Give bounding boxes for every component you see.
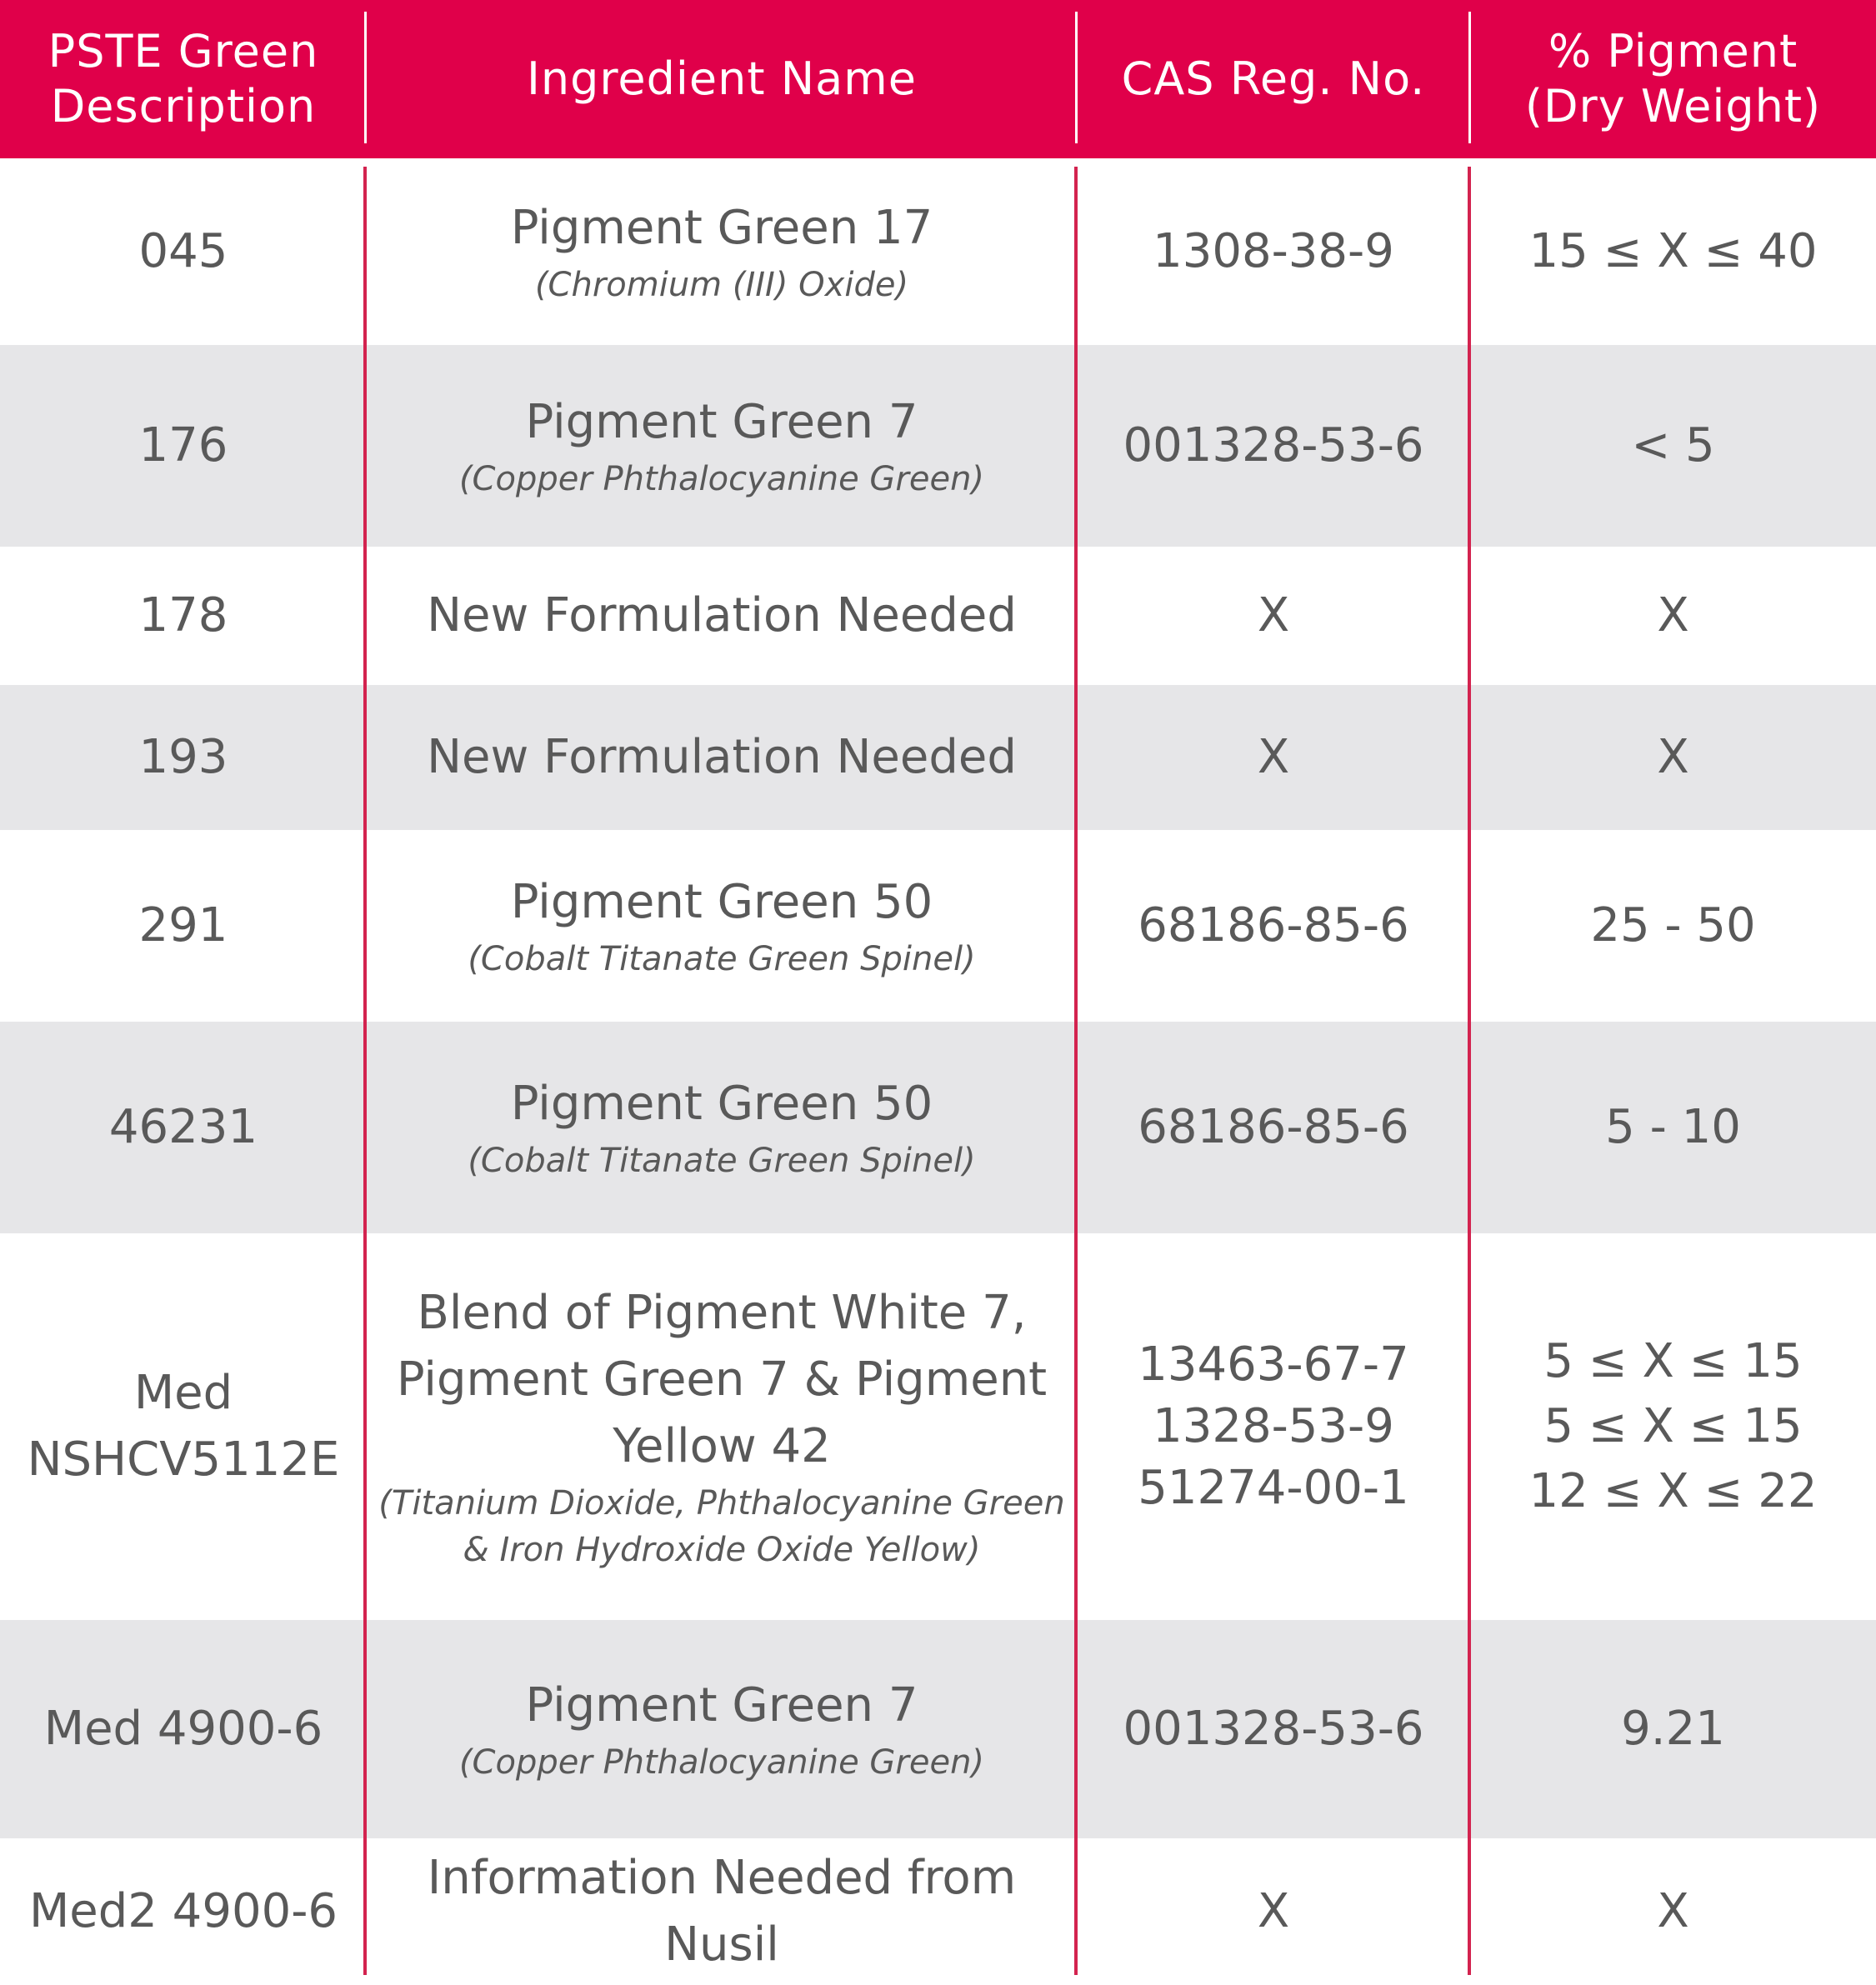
cell-description: Med NSHCV5112E	[27, 1366, 340, 1487]
cell-pigment-percent: X	[1657, 730, 1689, 784]
cell-pigment-percent: 9.21	[1621, 1702, 1725, 1756]
cell-cas: X	[1257, 730, 1290, 784]
cell-pigment-percent: < 5	[1631, 418, 1715, 472]
cell-ingredient	[367, 345, 1077, 547]
cell-cas: 68186-85-6	[1138, 1100, 1409, 1154]
ingredient-name: New Formulation Needed	[427, 588, 1017, 642]
cell-ingredient	[367, 547, 1077, 685]
cell-cas: 1308-38-9	[1153, 224, 1394, 278]
cell-cas: 68186-85-6	[1138, 898, 1409, 952]
ingredient-name: Pigment Green 50	[510, 1077, 933, 1131]
cell-cas: 13463-67-7 1328-53-9 51274-00-1	[1138, 1338, 1409, 1515]
table-row	[0, 685, 1876, 830]
table-row	[0, 1838, 1876, 1985]
ingredient-chemical-name: (Titanium Dioxide, Phthalocyanine Green & Iron Hydroxide Oxide Yellow)	[378, 1484, 1065, 1569]
table-row	[0, 345, 1876, 547]
ingredient-chemical-name: (Cobalt Titanate Green Spinel)	[468, 940, 976, 978]
cell-ingredient	[367, 685, 1077, 830]
table-row	[0, 158, 1876, 345]
cell-ingredient	[367, 830, 1077, 1022]
table-row	[0, 1620, 1876, 1838]
cell-description: 193	[138, 730, 228, 784]
cell-pigment-percent: 5 ≤ X ≤ 15 5 ≤ X ≤ 15 12 ≤ X ≤ 22	[1528, 1334, 1818, 1518]
cell-pigment-percent: 15 ≤ X ≤ 40	[1528, 224, 1818, 278]
ingredient-chemical-name: (Copper Phthalocyanine Green)	[458, 1743, 985, 1782]
ingredient-chemical-name: (Chromium (III) Oxide)	[534, 266, 909, 304]
table-row	[0, 1233, 1876, 1620]
cell-pigment-percent: X	[1657, 1884, 1689, 1938]
cell-cas: 001328-53-6	[1123, 1702, 1424, 1756]
cell-description: 176	[138, 418, 228, 472]
header-cas-reg-no: CAS Reg. No.	[1121, 52, 1426, 105]
cell-description: 46231	[108, 1100, 258, 1154]
ingredient-name: Pigment Green 7	[525, 395, 918, 449]
table-row	[0, 547, 1876, 685]
cell-description: 291	[138, 898, 228, 952]
ingredient-name: Pigment Green 50	[510, 875, 933, 929]
header-ingredient-name: Ingredient Name	[526, 52, 918, 105]
cell-description: 045	[138, 224, 228, 278]
ingredient-name: Blend of Pigment White 7, Pigment Green 7 & Pigment Yellow 42	[396, 1286, 1048, 1473]
column-divider	[1468, 167, 1471, 1975]
cell-ingredient	[367, 1838, 1077, 1985]
cell-ingredient	[367, 158, 1077, 345]
cell-pigment-percent: 25 - 50	[1590, 898, 1756, 952]
cell-ingredient	[367, 1233, 1077, 1620]
ingredient-name: Pigment Green 7	[525, 1678, 918, 1732]
header-pigment-dry-weight: % Pigment (Dry Weight)	[1524, 25, 1822, 132]
ingredient-chemical-name: (Cobalt Titanate Green Spinel)	[468, 1142, 976, 1180]
cell-cas: X	[1257, 588, 1290, 642]
cell-pigment-percent: 5 - 10	[1605, 1100, 1741, 1154]
ingredient-name: Information Needed from Nusil	[427, 1851, 1017, 1972]
cell-description: 178	[138, 588, 228, 642]
cell-cas: X	[1257, 1884, 1290, 1938]
ingredient-name: New Formulation Needed	[427, 730, 1017, 784]
cell-description: Med2 4900-6	[28, 1884, 338, 1938]
column-divider	[363, 167, 367, 1975]
column-divider	[1074, 167, 1078, 1975]
cell-description: Med 4900-6	[43, 1702, 323, 1756]
cell-cas: 001328-53-6	[1123, 418, 1424, 472]
ingredient-chemical-name: (Copper Phthalocyanine Green)	[458, 460, 985, 498]
table-row	[0, 830, 1876, 1022]
cell-pigment-percent: X	[1657, 588, 1689, 642]
cell-ingredient	[367, 1620, 1077, 1838]
table-row	[0, 1022, 1876, 1233]
ingredient-name: Pigment Green 17	[510, 201, 933, 255]
table-header	[0, 0, 1876, 158]
header-pste-green-description: PSTE Green Description	[48, 25, 319, 132]
cell-ingredient	[367, 1022, 1077, 1233]
